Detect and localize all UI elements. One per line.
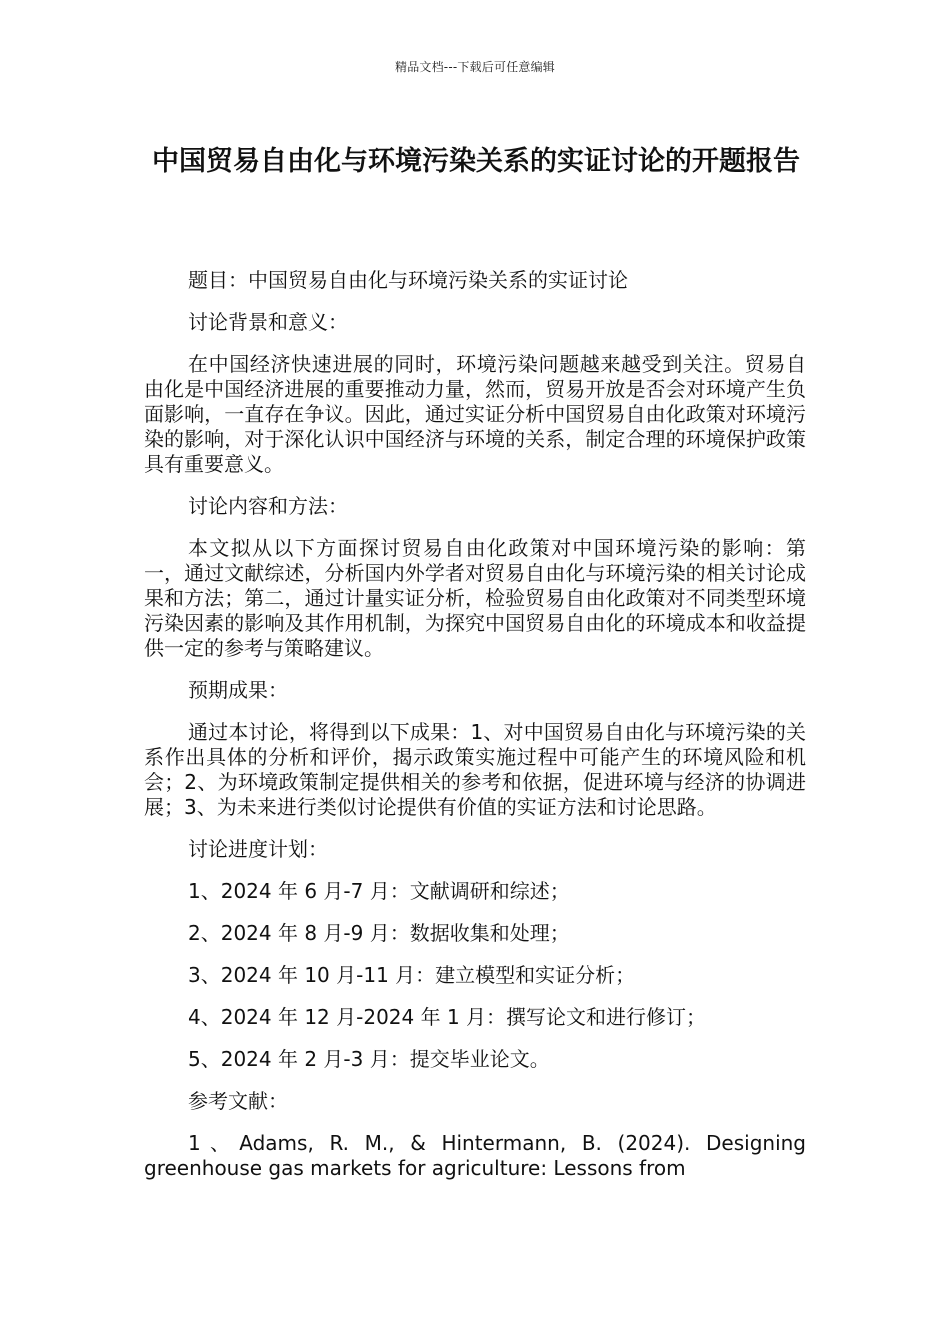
schedule-item: 2、2024 年 8 月-9 月：数据收集和处理； (188, 921, 570, 945)
paragraph-content-method: 本文拟从以下方面探讨贸易自由化政策对中国环境污染的影响：第一，通过文献综述，分析国内外学者对贸易自由化与环境污染的相关讨论成果和方法；第二，通过计量实证分析，检验贸易自由化政策对不同类型环境污染因素的影响及其作用机制，为探究中国贸易自由化的环境成本和收益提供一定的参考与策略建议。 (144, 536, 806, 660)
schedule-item: 5、2024 年 2 月-3 月：提交毕业论文。 (188, 1047, 550, 1071)
schedule-item: 1、2024 年 6 月-7 月：文献调研和综述； (188, 879, 570, 903)
paragraph-background: 在中国经济快速进展的同时，环境污染问题越来越受到关注。贸易自由化是中国经济进展的重要推动力量，然而，贸易开放是否会对环境产生负面影响，一直存在争议。因此，通过实证分析中国贸易自由化政策对环境污染的影响，对于深化认识中国经济与环境的关系，制定合理的环境保护政策具有重要意义。 (144, 352, 806, 476)
schedule-item: 3、2024 年 10 月-11 月：建立模型和实证分析； (188, 963, 636, 987)
paragraph-topic: 题目：中国贸易自由化与环境污染关系的实证讨论 (188, 268, 628, 292)
heading-references: 参考文献： (188, 1089, 288, 1113)
schedule-item: 4、2024 年 12 月-2024 年 1 月：撰写论文和进行修订； (188, 1005, 707, 1029)
heading-background: 讨论背景和意义： (188, 310, 348, 334)
page-header: 精品文档---下载后可任意编辑 (395, 60, 555, 74)
heading-expected-results: 预期成果： (188, 678, 288, 702)
document-body (144, 268, 806, 1181)
heading-content-method: 讨论内容和方法： (188, 494, 348, 518)
heading-schedule: 讨论进度计划： (188, 837, 328, 861)
paragraph-expected-results: 通过本讨论，将得到以下成果：1、对中国贸易自由化与环境污染的关系作出具体的分析和评价，揭示政策实施过程中可能产生的环境风险和机会；2、为环境政策制定提供相关的参考和依据，促进环境与经济的协调进展；3、为未来进行类似讨论提供有价值的实证方法和讨论思路。 (144, 720, 806, 819)
reference-item: 1、Adams, R. M., & Hintermann, B. (2024). Designing greenhouse gas markets for agriculture: Lessons from (144, 1131, 806, 1180)
document-title: 中国贸易自由化与环境污染关系的实证讨论的开题报告 (152, 146, 800, 177)
